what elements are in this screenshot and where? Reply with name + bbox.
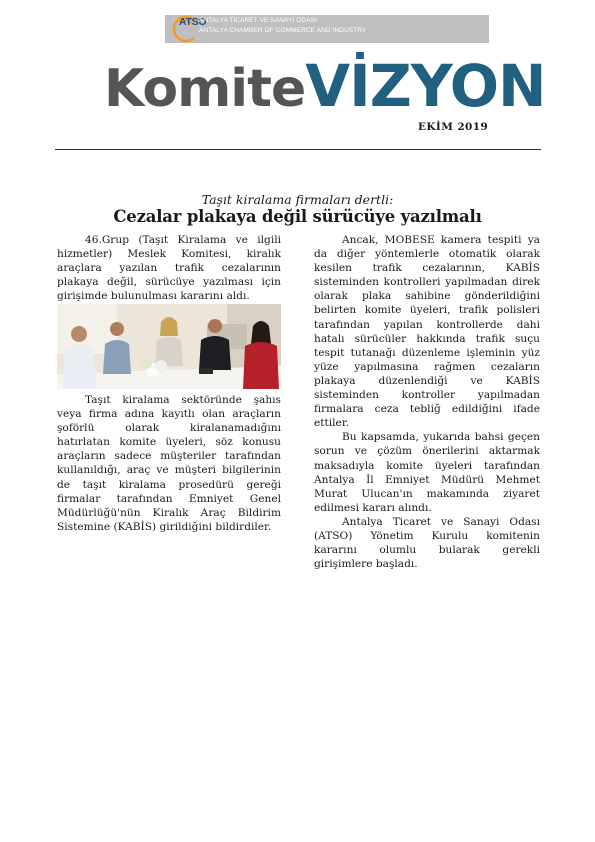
org-name-tr: ANTALYA TİCARET VE SANAYİ ODASI bbox=[199, 17, 317, 24]
meeting-photo bbox=[57, 304, 281, 389]
paragraph: Ancak, MOBESE kamera tespiti ya da diğer yöntemlerle otomatik olarak kesilen trafik cezalarının, KABİS sisteminden kontrolleri yapılmadan direk olarak plaka sahibine gönderildiğini belirten komite üyeleri, trafik polisleri tarafından yapılan kontrollerde dahi hatalı sürücüler hakkında trafik suçu tespit tutanağı düzenleme işleminin yüz yüze yapılmasına rağmen cezaların plakaya düzenlendiği ve KABİS sisteminden kontroller yapılmadan firmalara ceza tebliğ edildiğini ifade ettiler. bbox=[314, 234, 540, 430]
article-headline: Cezalar plakaya değil sürücüye yazılmalı bbox=[113, 207, 482, 226]
paragraph: Antalya Ticaret ve Sanayi Odası (ATSO) Yönetim Kurulu komitenin kararını olumlu bularak gerekli girişimlere başladı. bbox=[314, 515, 540, 571]
paragraph: Bu kapsamda, yukarıda bahsi geçen sorun ve çözüm önerilerini aktarmak maksadıyla komite üyeleri tarafından Antalya İl Emniyet Müdürü Mehmet Murat Ulucan'ın makamında ziyaret edilmesi kararı alındı. bbox=[314, 431, 540, 514]
org-name-en: ANTALYA CHAMBER OF COMMERCE AND INDUSTRY bbox=[199, 27, 367, 34]
article-column-1-top bbox=[57, 233, 281, 303]
masthead-vizyon: VİZYON bbox=[305, 52, 546, 120]
article-column-1-bottom bbox=[57, 393, 281, 534]
paragraph: 46.Grup (Taşıt Kiralama ve ilgili hizmetler) Meslek Komitesi, kiralık araçlara yazılan trafik cezalarının plakaya değil, sürücüye yazılması için girişimde bulunulması kararını aldı. bbox=[57, 234, 281, 303]
paragraph: Taşıt kiralama sektöründe şahıs veya firma adına kayıtlı olan araçların şoförlü olarak kiralanamadığını hatırlatan komite üyeleri, söz konusu araçların sadece müşteriler tarafından kullanıldığı, araç ve müşteri bilgilerinin de taşıt kiralama prosedürü gereği firmalar tarafından Emniyet Genel Müdürlüğü'nün Kiralık Araç Bildirim Sistemine (KABİS) girildiğini bildirdiler. bbox=[57, 394, 281, 533]
header-divider bbox=[55, 149, 541, 150]
article-kicker: Taşıt kiralama firmaları dertli: bbox=[201, 192, 394, 207]
issue-date: EKİM 2019 bbox=[418, 121, 489, 133]
atso-logo-text: ATSO bbox=[179, 16, 207, 28]
article-column-2 bbox=[314, 233, 540, 571]
meeting-photo-image bbox=[57, 304, 281, 389]
masthead bbox=[104, 52, 546, 120]
masthead-komite: Komite bbox=[104, 59, 306, 119]
